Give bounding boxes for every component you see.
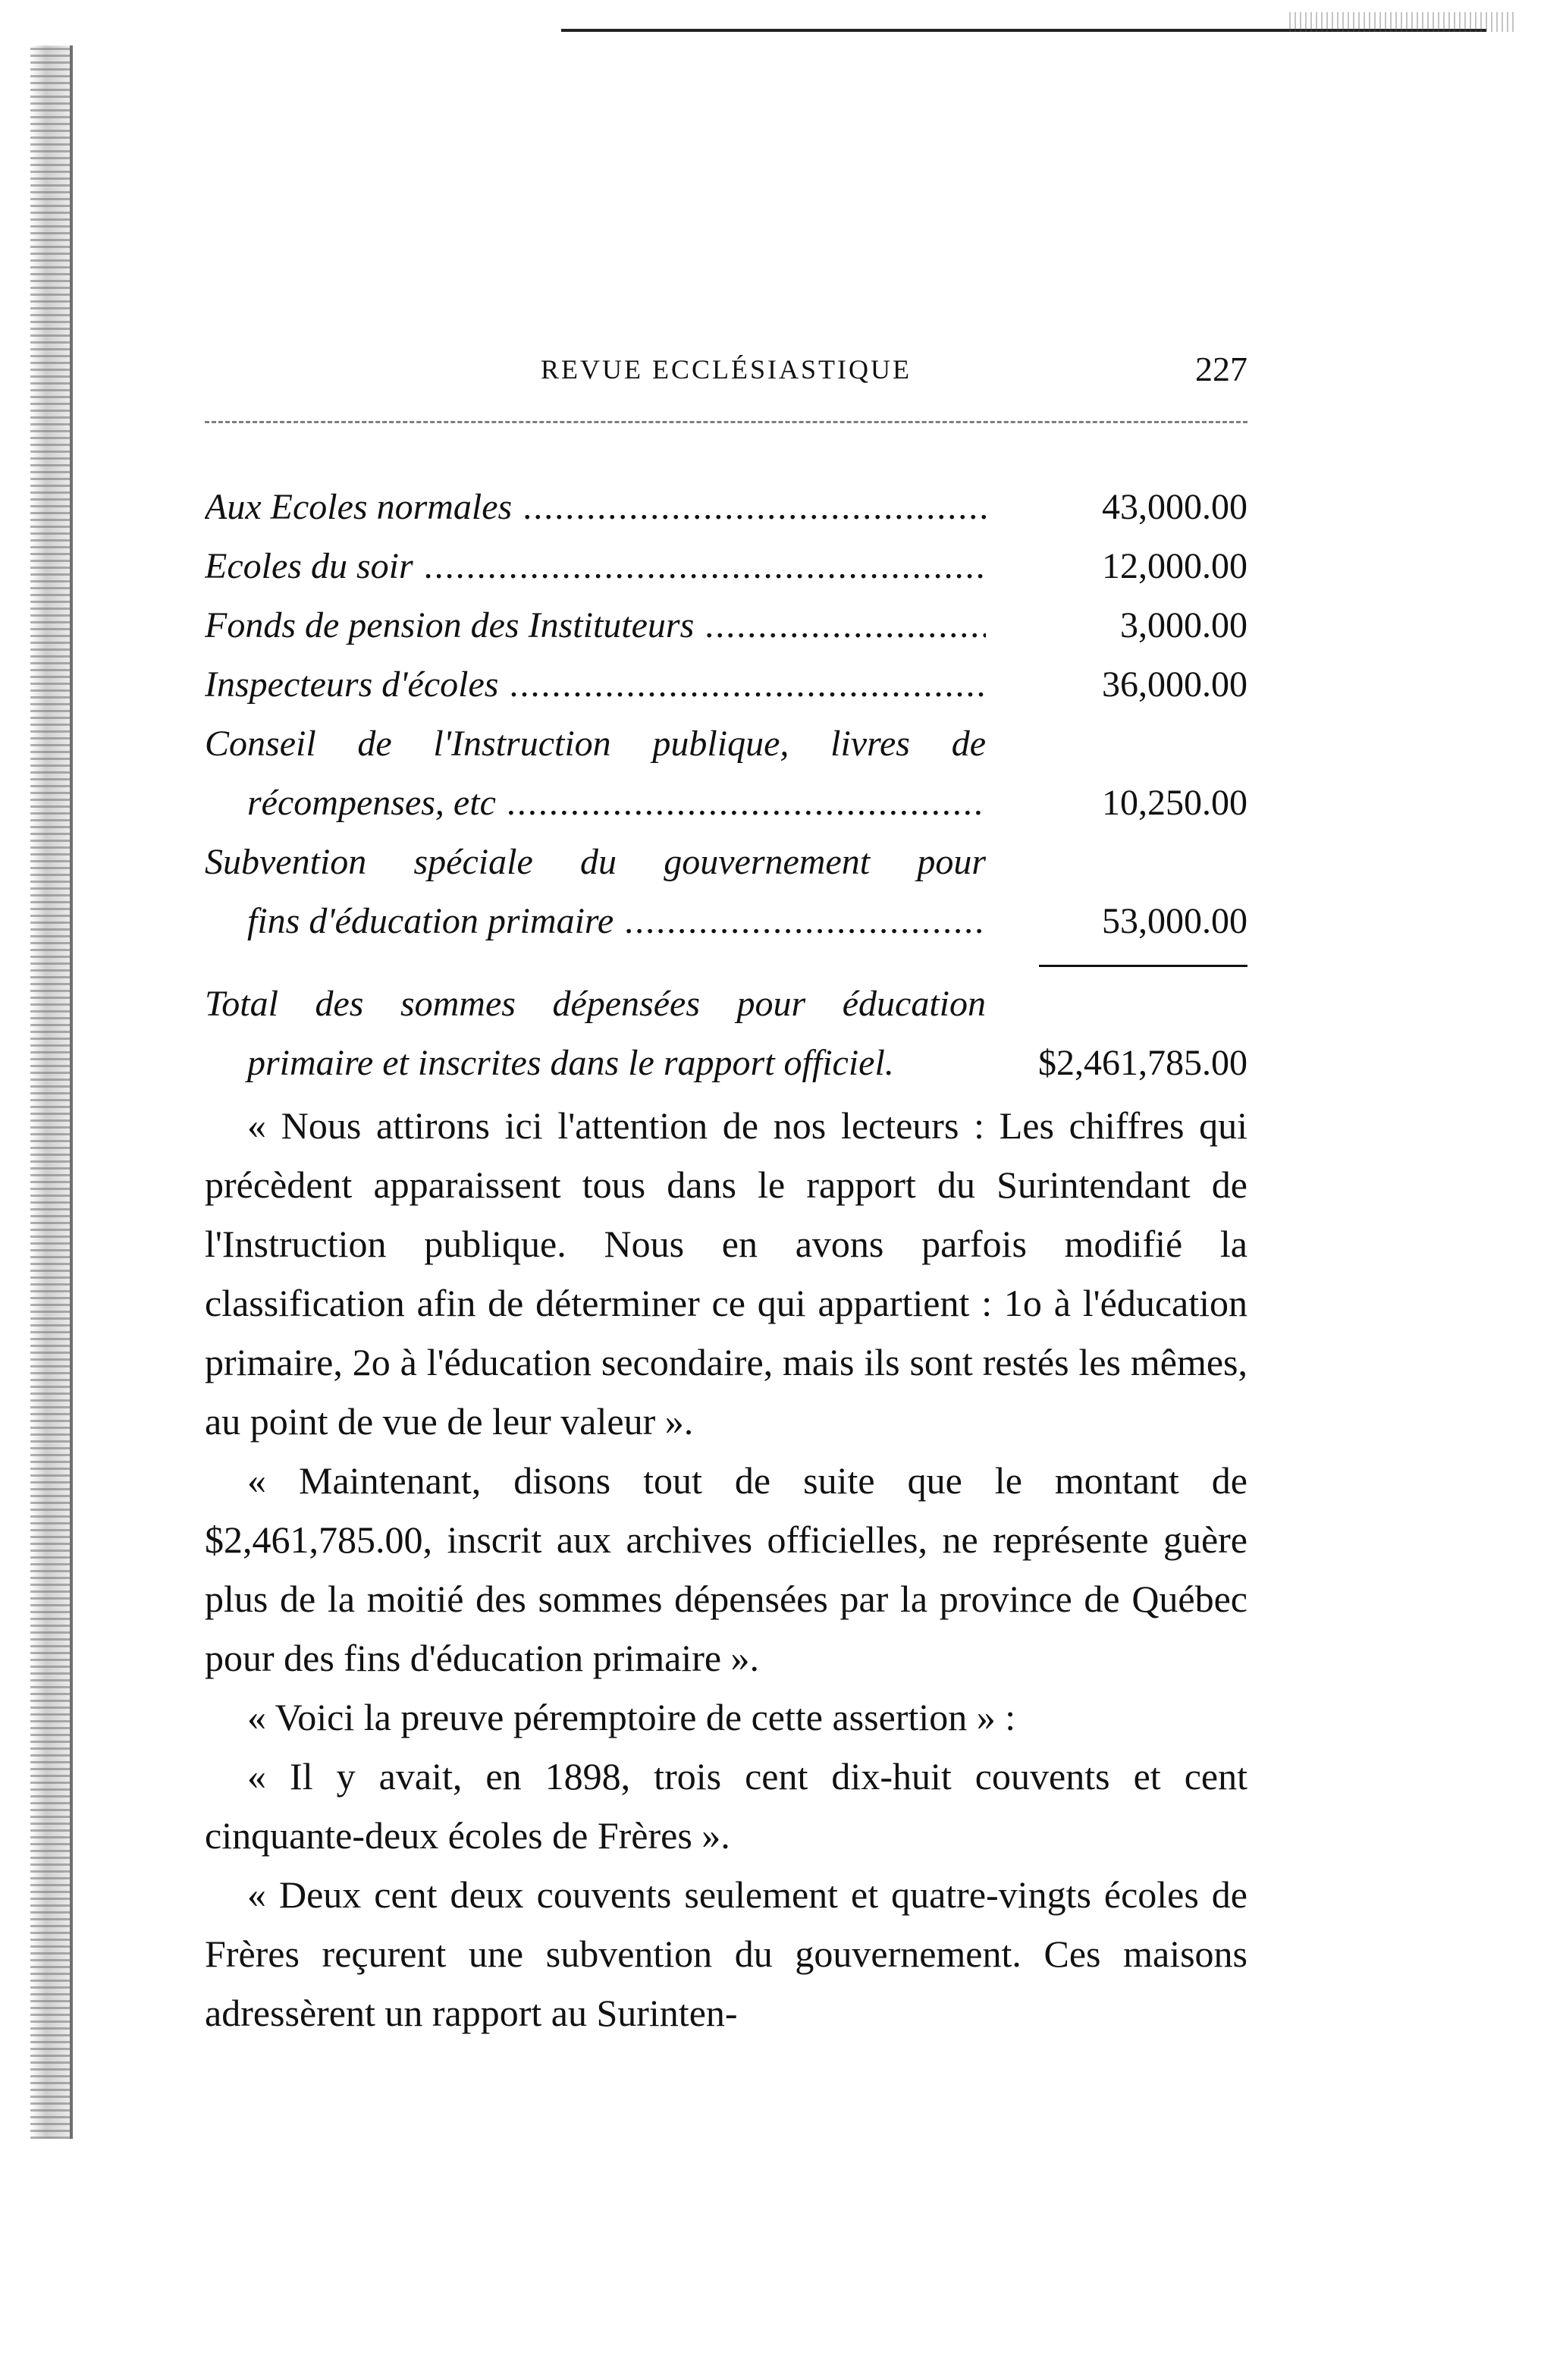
- budget-row-label: fins d'éducation primaire .....: [205, 892, 986, 951]
- budget-row-line1: [205, 833, 1247, 892]
- scan-speckle: [1289, 12, 1517, 32]
- paragraph: « Maintenant, disons tout de suite que le montant de $2,461,785.00, inscrit aux archives officielles, ne représente guère plus de la moitié des sommes dépensées par la province de Québec pour des fins d'éducation primaire ».: [205, 1459, 1247, 1679]
- budget-row: [205, 537, 1247, 596]
- scan-binding-edge: [30, 46, 70, 2139]
- total-row-line1: [205, 975, 1247, 1034]
- budget-row-label: Inspecteurs d'écoles .....: [205, 655, 986, 714]
- budget-row-label: Fonds de pension des Instituteurs .....: [205, 596, 986, 655]
- budget-row-label: Aux Ecoles normales .....: [205, 478, 986, 537]
- budget-row-line1: [205, 714, 1247, 774]
- budget-row-amount: 43,000.00: [1102, 487, 1247, 527]
- paragraph: « Voici la preuve péremptoire de cette assertion » :: [247, 1696, 1016, 1738]
- budget-row-amount: 53,000.00: [1102, 901, 1247, 941]
- budget-row-amount: 3,000.00: [1120, 605, 1247, 645]
- total-row: [205, 1034, 1247, 1093]
- body-text: [205, 1096, 1247, 2042]
- total-label: Total des sommes dépensées pour éducation: [205, 984, 986, 1024]
- paragraph: « Deux cent deux couvents seulement et quatre-vingts écoles de Frères reçurent une subvention du gouvernement. Ces maisons adressèrent un rapport au Surinten-: [205, 1873, 1247, 2034]
- budget-row-label: récompenses, etc .....: [205, 774, 986, 833]
- scan-binding-line: [70, 46, 73, 2139]
- total-rule: [1039, 965, 1247, 967]
- budget-row: [205, 655, 1247, 714]
- budget-row: [205, 478, 1247, 537]
- budget-row-label: Conseil de l'Instruction publique, livres de: [205, 724, 986, 764]
- budget-row-amount: 10,250.00: [1102, 783, 1247, 823]
- budget-row: [205, 774, 1247, 833]
- paragraph: « Nous attirons ici l'attention de nos lecteurs : Les chiffres qui précèdent apparaissent tous dans le rapport du Surintendant de l'Instruction publique. Nous en avons parfois modifié la classification afin de déterminer ce qui appartient : 1o à l'éducation primaire, 2o à l'éducation secondaire, mais ils sont restés les mêmes, au point de vue de leur valeur ».: [205, 1104, 1247, 1443]
- budget-table: [205, 478, 1247, 1093]
- budget-row-amount: 36,000.00: [1102, 664, 1247, 705]
- running-title: REVUE ECCLÉSIASTIQUE: [541, 354, 912, 385]
- paragraph: « Il y avait, en 1898, trois cent dix-huit couvents et cent cinquante-deux écoles de Frères ».: [205, 1755, 1247, 1857]
- budget-row: [205, 892, 1247, 951]
- total-label: primaire et inscrites dans le rapport officiel.: [247, 1043, 894, 1083]
- budget-row-label: Subvention spéciale du gouvernement pour: [205, 842, 986, 882]
- budget-row-amount: 12,000.00: [1102, 546, 1247, 586]
- budget-row-label: Ecoles du soir .....: [205, 537, 986, 596]
- header-rule: [205, 421, 1247, 423]
- running-header: [205, 349, 1247, 394]
- page-number: 227: [1195, 350, 1247, 388]
- total-amount: $2,461,785.00: [1038, 1043, 1247, 1083]
- budget-row: [205, 596, 1247, 655]
